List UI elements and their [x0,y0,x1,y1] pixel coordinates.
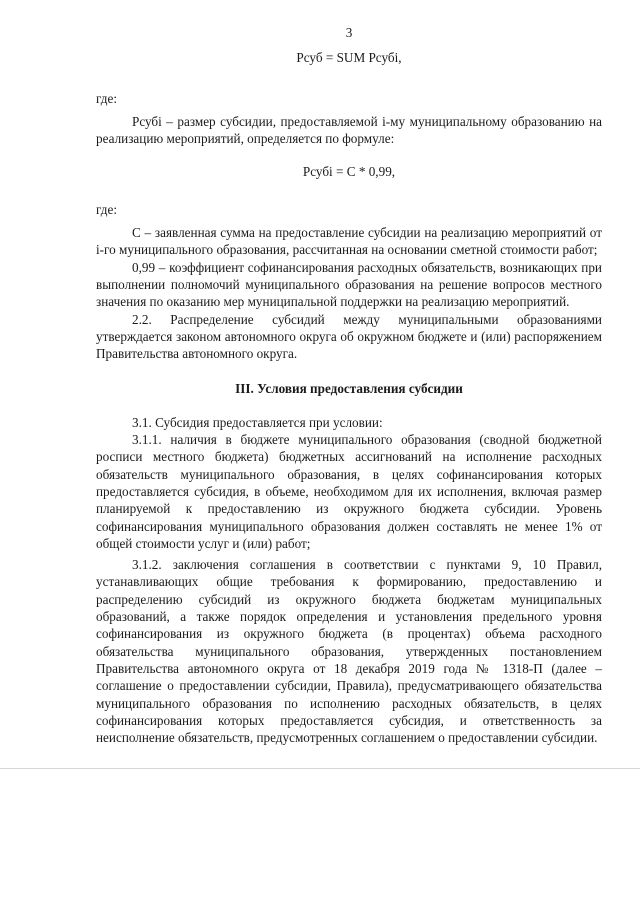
paragraph-declared-amount: С – заявленная сумма на предоставление субсидии на реализацию мероприятий от i-го муниципального образования, рассчитанная на основании сметной стоимости работ; [96,225,602,258]
page-content [96,24,602,746]
paragraph-condition-3-1-2: 3.1.2. заключения соглашения в соответствии с пунктами 9, 10 Правил, устанавливающих общие требования к формированию, предоставлению и распределению субсидий из окружного бюджета бюджетам муниципальных образований, а также порядок определения и установления предельного уровня софинансирования из окружного бюджета (в процентах) объема расходного обязательства муниципального образования, утвержденных постановлением Правительства автономного округа от 18 декабря 2019 года № 1318-П (далее – соглашение о предоставлении субсидии, Правила), предусматривающего обязательства муниципального образования по исполнению расходных обязательств, в целях софинансирования которых предоставляется субсидия, и ответственность за неисполнение обязательств, предусмотренных соглашением о предоставлении субсидии. [96,557,602,746]
where-label-2: где: [96,201,117,217]
paragraph-cofinancing-coefficient: 0,99 – коэффициент софинансирования расходных обязательств, возникающих при выполнении полномочий муниципального образования на решение вопросов местного значения по оказанию мер муниципальной поддержки на реализацию мероприятий. [96,259,602,310]
paragraph-condition-3-1-1: 3.1.1. наличия в бюджете муниципального образования (сводной бюджетной росписи местного бюджета) бюджетных ассигнований на исполнение расходных обязательств муниципального образования, в целях софинансирования которых предоставляется субсидия, в объеме, необходимом для их исполнения, включая размер планируемой к предоставлению из окружного бюджета субсидии. Уровень софинансирования муниципального образования должен составлять не менее 1% от общей стоимости услуг и (или) работ; [96,432,602,551]
paragraph-distribution: 2.2. Распределение субсидий между муниципальными образованиями утверждается законом автономного округа об окружном бюджете и (или) распоряжением Правительства автономного округа. [96,311,602,362]
formula-total-subsidy: Рсуб = SUM Рсубi, [296,50,402,66]
formula-municipal-subsidy: Рсубi = С * 0,99, [302,164,396,180]
blank-area [0,768,640,906]
where-label: где: [96,90,117,106]
paragraph-subsidy-definition: Рсубi – размер субсидии, предоставляемой i-му муниципальному образованию на реализацию мероприятий, определяется по формуле: [96,113,602,147]
page-number: 3 [345,25,353,40]
paragraph-conditions-intro: 3.1. Субсидия предоставляется при условии: [132,414,383,430]
section-heading: III. Условия предоставления субсидии [235,381,463,397]
